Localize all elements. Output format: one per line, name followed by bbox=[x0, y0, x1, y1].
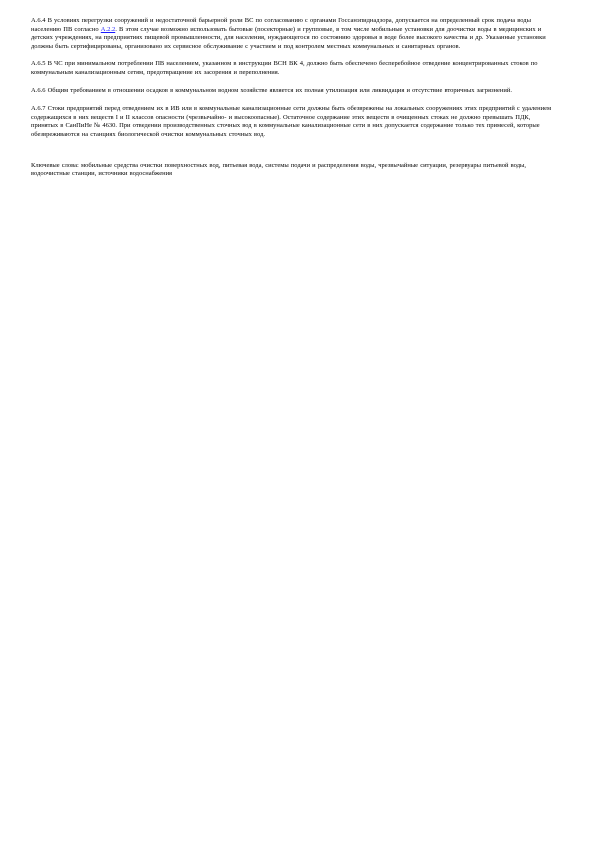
paragraph-a-6-4 bbox=[31, 17, 559, 51]
paragraph-a-6-6: А.6.6 Общим требованием в отношении осадков в коммунальном водном хозяйстве является их полная утилизация или ликвидация и отсутствие вторичных загрязнений. bbox=[31, 86, 512, 94]
reference-link-a-2-2[interactable]: А.2.2 bbox=[100, 25, 116, 33]
keywords-paragraph: Ключевые слова: мобильные средства очистки поверхностных вод, питьевая вода, системы подачи и распределения воды, чрезвычайные ситуации, резервуары питьевой воды, водоочистные станции, источники водоснабжения bbox=[31, 161, 527, 178]
paragraph-a-6-4-text-start: А.6.4 В условиях перегрузки сооружений и недостаточной барьерной роли ВС по согласованию с органами Госсанэпиднадзора, допускается на определенный срок подача воды населению ПВ согласно bbox=[31, 17, 531, 33]
paragraph-a-6-4-text-end: . В этом случае возможно использовать бытовые (посекторные) и групповые, в том числе мобильные установки для доочистки воды в медицинских и детских учреждениях, на предприятиях пищевой промышленности, для населения, нуждающегося по состоянию здоровья в воде более высокого качества и др. Указанные установки должны быть сертифицированы, организовано их сервисное обслуживание с участием и под контролем местных коммунальных и санитарных органов. bbox=[31, 25, 546, 50]
paragraph-a-6-7: А.6.7 Стоки предприятий перед отведением их в ИВ или в коммунальные канализационные сети должны быть обезврежены на локальных сооружениях этих предприятий с удалением содержащихся в них веществ I и II классов опасности (чрезвычайно- и высокоопасные). Остаточное содержание этих веществ в очищенных стоках не должно превышать ПДК, принятых в СанПиНе № 4630. При отведении производственных сточных вод в коммунальные канализационные сети в них допускается содержание только тех примесей, которые обезвреживаются на станциях биологической очистки коммунальных сточных вод. bbox=[31, 105, 552, 138]
paragraph-a-6-5: А.6.5 В ЧС при минимальном потреблении ПВ населением, указанном в инструкции ВСН ВК 4, должно быть обеспечено бесперебойное отведение концентрированных стоков по коммунальным канализационным сетям, предотвращение их засорения и переполнения. bbox=[31, 60, 538, 76]
